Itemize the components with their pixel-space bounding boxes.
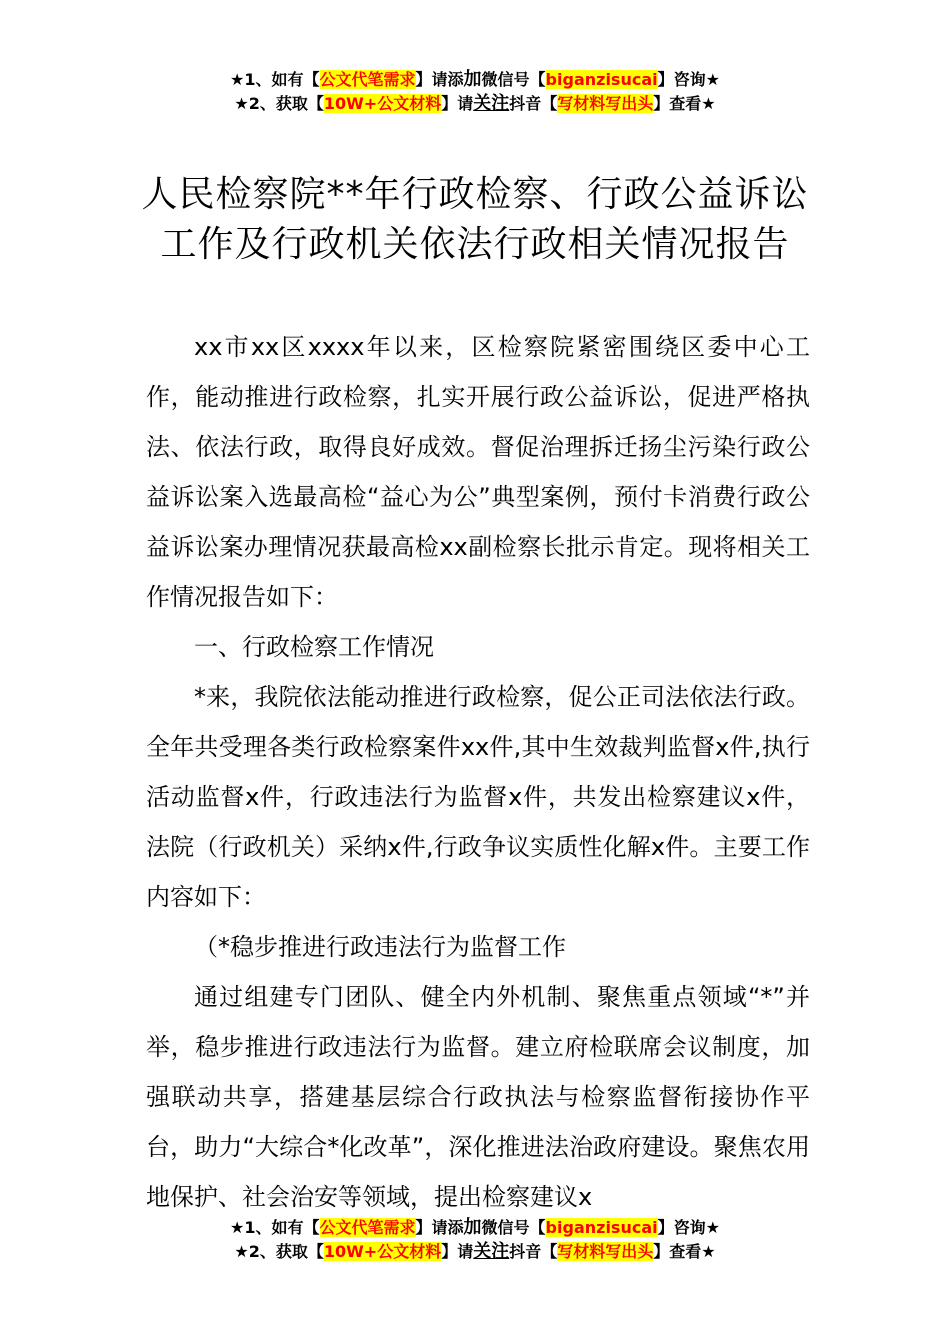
title-line-1: 人民检察院**年行政检察、行政公益诉讼 [141, 174, 809, 215]
banner-text: 抖音【 [509, 94, 558, 113]
banner-text: 】查看★ [653, 1242, 716, 1261]
highlight-douyin: 写材料写出头 [557, 94, 654, 113]
banner-text: 加 [463, 1217, 482, 1238]
banner-text: 】咨询★ [657, 1218, 720, 1237]
banner-line-2 [0, 1240, 950, 1264]
banner-text: 】请 [441, 1242, 474, 1261]
banner-text: 】请 [441, 94, 474, 113]
highlight-materials: 10W+公文材料 [323, 1242, 442, 1261]
banner-text: 】查看★ [653, 94, 716, 113]
banner-text: 加 [463, 69, 482, 90]
banner-line-1 [0, 1216, 950, 1240]
banner-text: 】请添 [415, 1218, 464, 1237]
banner-text: 】请添 [415, 70, 464, 89]
title-line-2: 工作及行政机关依法行政相关情况报告 [160, 224, 790, 265]
banner-line-2 [0, 92, 950, 116]
subsection-heading: （*稳步推进行政违法行为监督工作 [194, 933, 566, 961]
highlight-wechat-id: biganzisucai [545, 70, 658, 89]
paragraph-intro: xx市xx区xxxx年以来，区检察院紧密围绕区委中心工作，能动推进行政检察，扎实开展行政公益诉讼，促进严格执法、依法行政，取得良好成效。督促治理拆迁扬尘污染行政公益诉讼案入选最高检“益心为公”典型案例，预付卡消费行政公益诉讼案办理情况获最高检xx副检察长批示肯定。现将相关工作情况报告如下： [146, 333, 810, 611]
section-heading: 一、行政检察工作情况 [194, 633, 434, 661]
document-title [100, 170, 850, 270]
banner-text: 】咨询★ [657, 70, 720, 89]
banner-line-1 [0, 68, 950, 92]
banner-text: 微信号【 [481, 1218, 546, 1237]
document-body [146, 322, 810, 1222]
banner-text: ★2、获取【 [234, 94, 324, 113]
banner-text: 抖音【 [509, 1242, 558, 1261]
highlight-douyin: 写材料写出头 [557, 1242, 654, 1261]
banner-text: 关注 [473, 1241, 510, 1262]
highlight-wechat-id: biganzisucai [545, 1218, 658, 1237]
banner-text: 微信号【 [481, 70, 546, 89]
highlight-materials: 10W+公文材料 [323, 94, 442, 113]
footer-banner [0, 1216, 950, 1264]
banner-text: ★1、如有【 [230, 1218, 320, 1237]
paragraph-detail: 通过组建专门团队、健全内外机制、聚焦重点领域“*”并举，稳步推进行政违法行为监督。建立府检联席会议制度，加强联动共享，搭建基层综合行政执法与检察监督衔接协作平台，助力“大综合*化改革”，深化推进法治政府建设。聚焦农用地保护、社会治安等领域，提出检察建议x [146, 983, 810, 1211]
paragraph-summary: *来，我院依法能动推进行政检察，促公正司法依法行政。全年共受理各类行政检察案件xx件,其中生效裁判监督x件,执行活动监督x件，行政违法行为监督x件，共发出检察建议x件，法院（行政机关）采纳x件,行政争议实质性化解x件。主要工作内容如下： [146, 683, 810, 911]
banner-text: 关注 [473, 93, 510, 114]
highlight-service: 公文代笔需求 [319, 70, 416, 89]
highlight-service: 公文代笔需求 [319, 1218, 416, 1237]
banner-text: ★2、获取【 [234, 1242, 324, 1261]
header-banner [0, 68, 950, 116]
banner-text: ★1、如有【 [230, 70, 320, 89]
